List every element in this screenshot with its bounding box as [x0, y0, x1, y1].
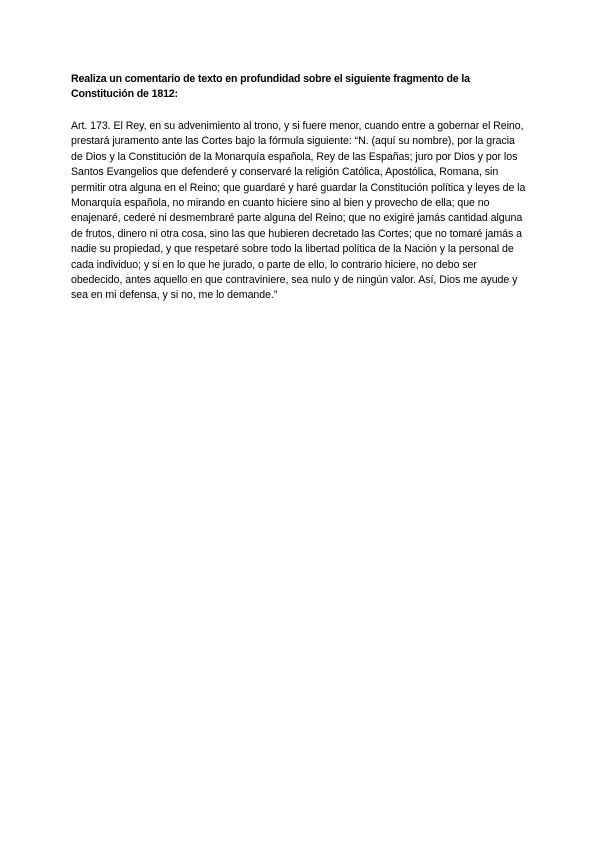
document-content [71, 72, 529, 304]
constitution-article-text: Art. 173. El Rey, en su advenimiento al trono, y si fuere menor, cuando entre a gobernar el Reino, prestará juramento ante las Cortes bajo la fórmula siguiente: “N. (aquí su nombre), por la gracia de Dios y la Constitución de la Monarquía española, Rey de las Españas; juro por Dios y por los Santos Evangelios que defenderé y conservaré la religión Católica, Apostólica, Romana, sin permitir otra alguna en el Reino; que guardaré y haré guardar la Constitución política y leyes de la Monarquía española, no mirando en cuanto hiciere sino al bien y provecho de ella; que no enajenaré, cederé ni desmembraré parte alguna del Reino; que no exigiré jamás cantidad alguna de frutos, dinero ni otra cosa, sino las que hubieren decretado las Cortes; que no tomaré jamás a nadie su propiedad, y que respetaré sobre todo la libertad política de la Nación y la personal de cada individuo; y si en lo que he jurado, o parte de ello, lo contrario hiciere, no debo ser obedecido, antes aquello en que contraviniere, sea nulo y de ningún valor. Así, Dios me ayude y sea en mi defensa, y si no, me lo demande.” [71, 120, 526, 302]
exercise-heading: Realiza un comentario de texto en profundidad sobre el siguiente fragmento de la Constitución de 1812: [71, 73, 470, 100]
